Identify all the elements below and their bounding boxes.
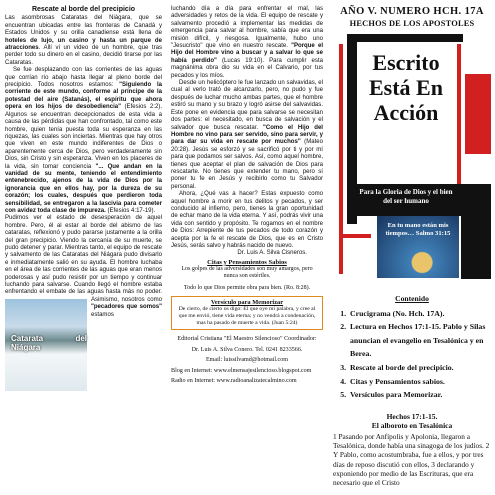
issue-number: AÑO V. NUMERO HCH. 17A xyxy=(340,6,484,17)
cover-title xyxy=(359,50,453,184)
toc-item: 2. Lectura en Hechos 17:1-15. Pablo y Silas anuncian el evangelio en Tesalónica y en Berea. xyxy=(348,320,491,361)
editorial-blog: Blog en Internet: www.elmensajesilencioso.blogspot.com xyxy=(171,367,312,374)
cover-slogan: Para la Gloria de Dios y el bien del ser humano xyxy=(359,188,453,205)
right-column xyxy=(329,0,495,488)
reading-heading xyxy=(333,412,491,430)
memory-verse-title: Versículo para Memorizar xyxy=(210,299,284,307)
editorial-email: Email: luissilvamd@hotmail.com xyxy=(205,357,289,364)
cover-title-line-1: Escrito xyxy=(372,50,440,75)
memory-verse-text: De cierto, de cierto os digo: El que oye mi palabra, y cree al que me envió, tiene vida eterna; y no vendrá a condenación, mas ha pasado de muerte a vida. (Juan 5:24) xyxy=(178,306,316,327)
toc-title: Contenido xyxy=(395,294,429,303)
toc-item: 5. Versículos para Memorizar. xyxy=(348,388,491,402)
quote-1: Los golpes de las adversidades son muy amargos, pero nunca son estériles. xyxy=(181,266,313,280)
editorial-contact: Dr. Luis A. Silva Conero. Tel. 0241 8233566. xyxy=(191,346,303,353)
quotes-title: Citas y Pensamientos Sabios xyxy=(207,258,287,266)
cover-photo-verse: En tu mano están mis tiempos… Salmo 31:15 xyxy=(385,222,451,237)
toc-item: 3. Rescate al borde del precipicio. xyxy=(348,361,491,375)
quote-2: Todo lo que Dios permite obra para bien. (Ro. 8:28). xyxy=(183,284,311,291)
niagara-photo xyxy=(5,299,87,391)
author: Dr. Luis A. Silva Cisneros. xyxy=(237,250,307,257)
editorial-info xyxy=(171,334,323,387)
reading-text: 1 Pasando por Anfípolis y Apolonia, llegaron a Tesalónica, donde había una sinagoga de los judíos. 2 Y Pablo, como acostumbraba, fue a ellos, y por tres días de reposo discutió con ellos, 3 declarando y exponiendo por medio de las Escrituras, que era necesario que el Cristo xyxy=(333,431,490,488)
article-title: Rescate al borde del precipicio xyxy=(31,6,136,13)
toc-item: 1. Crucigrama (No. Hch. 17A). xyxy=(348,307,491,321)
article-paragraph-4: luchando día a día para enfrentar el mal, las adversidades y retos de la vida. El equipo de rescate y salvamento procedió a implementar las medidas de emergencia para salvar al hombre, sabía que era una misión difícil, y riesgosa. Igualmente, hubo uno "Jesucristo" que vino en nuestro rescate. "Porque el Hijo del Hombre vino a buscar y a salvar lo que se había perdido" (Lucas 19:10). Para cumplir esta magnánima obra dio su vida en el Calvario, por tus pecados y los míos. xyxy=(171,6,323,79)
editorial-radio: Radio en Internet: www.radioanalizatecalmino.com xyxy=(171,378,297,385)
reading-title: El alboroto en Tesalónica xyxy=(371,420,453,430)
toc-item: 4. Citas y Pensamientos sabios. xyxy=(348,375,491,389)
table-of-contents xyxy=(333,292,491,402)
issue-subtitle: HECHOS DE LOS APOSTOLES xyxy=(349,19,475,28)
cover-photo xyxy=(377,216,459,278)
article-paragraph-1: Las asombrosas Cataratas del Niágara, que se encuentran ubicadas entre las fronteras de Canadá y Estados Unidos y su orilla canadiense está llena de hoteles de lujo, un casino y hasta un parque de atracciones. Allí vi un video de un hombre, que tras perder todo su dinero en el casino, decidió tirarse por las Cataratas. xyxy=(5,15,162,66)
article-paragraph-5: Desde un helicóptero le fue lanzado un salvavidas, el cual al verlo trató de alcanzarlo, pero, no pudo y fue después de luchar mucho ambas partes, que el hombre estiró su mano y su brazo y logró asirse del salvavidas. Este pone en evidencia que para salvarse se necesitan dos partes: el necesitado, en busca de salvación y el salvador que busca rescatar. "Como el Hijo del Hombre no vino para ser servido, sino para servir, y para dar su vida en rescate por muchos" (Mateo 20:28). Jesús se esforzó y se sacrificó por ti y por mí para que podamos ser salvos. Así, como aquel hombre, tienes que aceptar el plan de salvación de Dios para rescatarte. No tienes que extender tu mano, pero sí poner tu fe en Jesús y recibirlo como tu Salvador personal. xyxy=(171,80,323,190)
middle-column xyxy=(168,0,326,387)
cover-title-line-3: Acción xyxy=(373,100,439,125)
article-paragraph-6: Ahora, ¿Qué vas a hacer? Estas expuesto como aquel hombre a morir en tus delitos y pecados, y ser conducido al infierno, pero, tienes la gran oportunidad de echar mano de la vida eterna. Y así, podrás vivir una vida con sentido y propósito. Te rogamos en el nombre de Dios: Arrepiente de tus pecados de todo corazón y acepta por la fe el rescate de Dios, que es en Cristo Jesús, serás salvo y habrás nacido de nuevo. xyxy=(171,191,323,249)
memory-verse-box xyxy=(171,296,323,330)
left-column xyxy=(0,0,166,392)
reading-reference: Hechos 17:1-15. xyxy=(386,411,438,421)
cover-graphic xyxy=(333,34,491,284)
article-paragraph-3: Pudimos ver el estado de desesperación de aquel hombre. Pero, él al estar al borde del abismo de las cataratas, reflexionó y pudo pararse justamente a la orilla del gran precipicio. Viendo la cercanía de su muerte, se pudo detener y parar. Mientras tanto, el equipo de rescate y salvamento de las Cataratas del Niágara pudo divisarlo e inmediatamente salió en su ayuda. El hombre luchaba en el área de las corrientes de las aguas que eran menos poderosas y así pudo resistir por un tiempo y continuar luchando para salvarse. Cuando llegó el hombre estaba enfrentando el embate de las aguas hasta más no poder. Asimismo, nosotros como Catarata del Niágara "pecadores que somos" estamos xyxy=(5,215,162,319)
cover-title-line-2: Está En xyxy=(369,75,443,100)
editorial-line: Editorial Cristiana "El Maestro Silencioso" Coordinador: xyxy=(177,336,317,343)
photo-caption: Catarata del Niágara xyxy=(11,333,87,353)
article-paragraph-2: Se fue desplazando con las corrientes de las aguas que corrían río abajo hasta llegar al pleno borde del precipicio. Todos nosotros estamos: "Siguiendo la corriente de este mundo, conforme al príncipe de la potestad del aire (Satanás), el espíritu que ahora opera en los hijos de desobediencia" (Efesios 2:2). Algunos se encuentran decepcionados de esta vida a causa de las pérdidas que han confrontado, tal como este hombre, quien tenía puesta toda su esperanza en las riquezas, las cuales son inciertas. Mientras que hay otros que viven en este mundo indiferentes de Dios o aparentemente cerca de Dios, pero verdaderamente sin Dios, sin Cristo y sin esperanza. Viven en los placeres de la vida, sin tomar conciencia "... Que andan en la vanidad de su mente, teniendo el entendimiento entenebrecido, ajenos de la vida de Dios por la ignorancia que en ellos hay, por la dureza de su corazón; los cuales, después que perdieron toda sensibilidad, se entregaron a la lascivia para cometer con avidez toda clase de impureza. (Efesios 4:17-19). xyxy=(5,67,162,214)
